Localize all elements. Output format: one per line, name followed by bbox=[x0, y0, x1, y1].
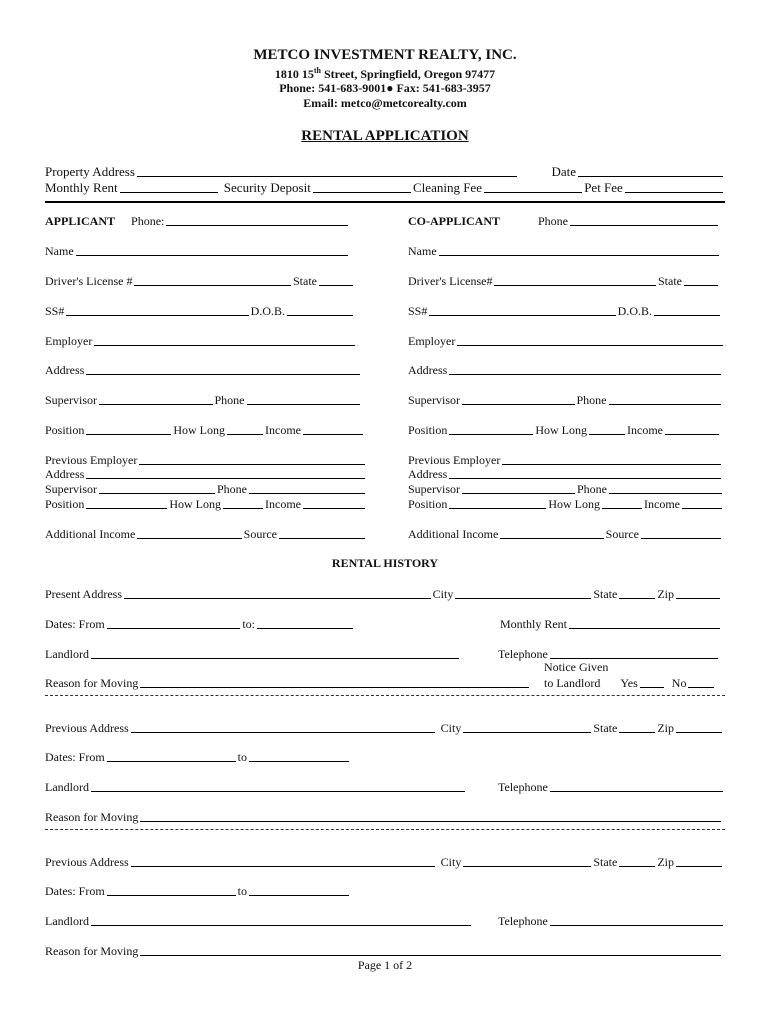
applicant-ss-row bbox=[45, 302, 355, 318]
prev-2-landlord-row bbox=[45, 912, 473, 928]
notice-no-field[interactable] bbox=[688, 676, 714, 688]
applicant-supervisor-phone-label: Phone bbox=[214, 393, 245, 407]
coapplicant-supervisor-label: Supervisor bbox=[408, 393, 460, 407]
address-street: Street, Springfield, Oregon 97477 bbox=[320, 67, 496, 81]
present-address-row bbox=[45, 585, 722, 601]
applicant-employer-field[interactable] bbox=[94, 334, 355, 346]
applicant-prev-position-label: Position bbox=[45, 497, 85, 511]
coapplicant-dob-label: D.O.B. bbox=[617, 304, 652, 318]
prev-1-state-field[interactable] bbox=[619, 721, 655, 733]
applicant-income-field[interactable] bbox=[303, 423, 363, 435]
coapplicant-howlong-field[interactable] bbox=[589, 423, 625, 435]
applicant-employer-label: Employer bbox=[45, 334, 93, 348]
coapplicant-employer-row bbox=[408, 332, 725, 348]
applicant-income-label: Income bbox=[265, 423, 301, 437]
coapplicant-state-field[interactable] bbox=[684, 274, 718, 286]
company-address bbox=[0, 66, 770, 82]
prev-1-zip-field[interactable] bbox=[676, 721, 722, 733]
prev-1-landlord-label: Landlord bbox=[45, 780, 89, 794]
applicant-license-row bbox=[45, 272, 355, 288]
coapplicant-position-label: Position bbox=[408, 423, 448, 437]
applicant-prev-phone-label: Phone bbox=[217, 482, 247, 496]
applicant-position-row bbox=[45, 421, 365, 437]
coapplicant-prev-phone-label: Phone bbox=[577, 482, 607, 496]
to-landlord-label: to Landlord bbox=[544, 676, 601, 690]
coapplicant-income-label: Income bbox=[627, 423, 663, 437]
coapplicant-address-label: Address bbox=[408, 363, 448, 377]
prev-2-dates-from-field[interactable] bbox=[107, 884, 236, 896]
applicant-prev-address-label: Address bbox=[45, 467, 85, 481]
applicant-phone-label: Phone: bbox=[131, 214, 165, 228]
section-divider-2 bbox=[45, 829, 725, 830]
coapplicant-dob-field[interactable] bbox=[654, 304, 720, 316]
prev-1-landlord-row bbox=[45, 778, 467, 794]
present-city-field[interactable] bbox=[455, 587, 591, 599]
coapplicant-supervisor-phone-field[interactable] bbox=[609, 393, 722, 405]
prev-2-city-field[interactable] bbox=[463, 855, 591, 867]
prev-address-2-field[interactable] bbox=[131, 855, 435, 867]
applicant-address-label: Address bbox=[45, 363, 85, 377]
prev-2-reason-field[interactable] bbox=[140, 944, 721, 956]
coapplicant-name-row bbox=[408, 242, 721, 258]
coapplicant-ss-field[interactable] bbox=[429, 304, 615, 316]
present-dates-from-label: Dates: From bbox=[45, 617, 105, 631]
prev-1-dates-from-label: Dates: From bbox=[45, 750, 105, 764]
applicant-source-label: Source bbox=[243, 527, 277, 541]
property-row-2 bbox=[45, 179, 725, 195]
security-deposit-field[interactable] bbox=[313, 181, 411, 193]
coapplicant-phone-field[interactable] bbox=[570, 214, 718, 226]
applicant-license-label: Driver's License # bbox=[45, 274, 133, 288]
prev-2-state-label: State bbox=[593, 855, 618, 869]
applicant-prev-supervisor-field[interactable] bbox=[99, 482, 215, 494]
applicant-dob-field[interactable] bbox=[287, 304, 353, 316]
coapplicant-prev-address-field[interactable] bbox=[449, 467, 721, 479]
coapplicant-supervisor-field[interactable] bbox=[462, 393, 575, 405]
page-number: Page 1 of 2 bbox=[357, 958, 413, 972]
prev-1-dates-from-field[interactable] bbox=[107, 750, 236, 762]
applicant-supervisor-label: Supervisor bbox=[45, 393, 97, 407]
prev-1-telephone-row bbox=[498, 778, 725, 794]
applicant-add-income-label: Additional Income bbox=[45, 527, 136, 541]
coapplicant-add-income-label: Additional Income bbox=[408, 527, 499, 541]
applicant-prev-address-row bbox=[45, 465, 367, 481]
cleaning-fee-field[interactable] bbox=[484, 181, 582, 193]
prev-2-dates-row bbox=[45, 882, 351, 898]
coapplicant-prev-employer-field[interactable] bbox=[502, 453, 721, 465]
applicant-prev-howlong-field[interactable] bbox=[223, 497, 263, 509]
coapplicant-state-label: State bbox=[658, 274, 682, 288]
form-title: RENTAL APPLICATION bbox=[301, 128, 469, 144]
applicant-name-label: Name bbox=[45, 244, 74, 258]
prev-address-1-label: Previous Address bbox=[45, 721, 129, 735]
coapplicant-name-field[interactable] bbox=[439, 244, 719, 256]
applicant-prev-employer-field[interactable] bbox=[139, 453, 365, 465]
prev-2-dates-to-label: to bbox=[237, 884, 247, 898]
coapplicant-license-field[interactable] bbox=[494, 274, 656, 286]
notice-yes-field[interactable] bbox=[640, 676, 664, 688]
coapplicant-prev-supervisor-label: Supervisor bbox=[408, 482, 460, 496]
coapplicant-supervisor-phone-label: Phone bbox=[576, 393, 607, 407]
coapplicant-license-label: Driver's License# bbox=[408, 274, 493, 288]
present-zip-field[interactable] bbox=[676, 587, 720, 599]
prev-1-city-field[interactable] bbox=[463, 721, 591, 733]
applicant-prev-supervisor-row bbox=[45, 480, 367, 496]
address-number: 1810 15 bbox=[274, 67, 314, 81]
prev-2-telephone-field[interactable] bbox=[550, 914, 723, 926]
prev-1-reason-label: Reason for Moving bbox=[45, 810, 139, 824]
coapplicant-phone-label: Phone bbox=[538, 214, 568, 228]
company-phone: Phone: 541-683-9001● Fax: 541-683-3957 bbox=[279, 81, 491, 95]
prev-1-landlord-field[interactable] bbox=[91, 780, 465, 792]
applicant-source-field[interactable] bbox=[279, 527, 365, 539]
coapplicant-position-row bbox=[408, 421, 721, 437]
applicant-position-label: Position bbox=[45, 423, 85, 437]
applicant-name-field[interactable] bbox=[76, 244, 348, 256]
applicant-address-field[interactable] bbox=[86, 363, 360, 375]
applicant-license-field[interactable] bbox=[134, 274, 291, 286]
date-label: Date bbox=[551, 164, 576, 179]
applicant-state-field[interactable] bbox=[319, 274, 353, 286]
prev-2-zip-label: Zip bbox=[657, 855, 674, 869]
coapplicant-income-field[interactable] bbox=[665, 423, 719, 435]
coapplicant-position-field[interactable] bbox=[449, 423, 533, 435]
prev-1-state-label: State bbox=[593, 721, 618, 735]
cleaning-fee-label: Cleaning Fee bbox=[413, 180, 482, 195]
coapplicant-supervisor-row bbox=[408, 391, 723, 407]
coapplicant-name-label: Name bbox=[408, 244, 437, 258]
coapplicant-add-income-row bbox=[408, 525, 723, 541]
applicant-name-row bbox=[45, 242, 350, 258]
applicant-prev-howlong-label: How Long bbox=[169, 497, 222, 511]
coapplicant-ss-label: SS# bbox=[408, 304, 428, 318]
present-landlord-field[interactable] bbox=[91, 647, 459, 659]
prev-2-landlord-field[interactable] bbox=[91, 914, 471, 926]
coapplicant-source-field[interactable] bbox=[641, 527, 721, 539]
present-zip-label: Zip bbox=[657, 587, 674, 601]
applicant-dob-label: D.O.B. bbox=[250, 304, 285, 318]
notice-no-label: No bbox=[671, 676, 687, 690]
applicant-prev-supervisor-label: Supervisor bbox=[45, 482, 97, 496]
coapplicant-prev-position-row bbox=[408, 495, 724, 511]
coapplicant-prev-income-label: Income bbox=[644, 497, 680, 511]
present-reason-field[interactable] bbox=[140, 676, 529, 688]
prev-2-dates-from-label: Dates: From bbox=[45, 884, 105, 898]
prev-2-reason-row bbox=[45, 942, 723, 958]
prev-2-landlord-label: Landlord bbox=[45, 914, 89, 928]
prev-address-2-label: Previous Address bbox=[45, 855, 129, 869]
section-divider bbox=[45, 695, 725, 696]
coapplicant-address-field[interactable] bbox=[449, 363, 721, 375]
coapplicant-source-label: Source bbox=[605, 527, 639, 541]
present-state-label: State bbox=[593, 587, 618, 601]
applicant-supervisor-phone-field[interactable] bbox=[247, 393, 361, 405]
coapplicant-employer-label: Employer bbox=[408, 334, 456, 348]
monthly-rent-field[interactable] bbox=[120, 181, 218, 193]
coapplicant-employer-field[interactable] bbox=[457, 334, 723, 346]
present-dates-to-field[interactable] bbox=[257, 617, 353, 629]
notice-yes-label: Yes bbox=[620, 676, 638, 690]
pet-fee-label: Pet Fee bbox=[584, 180, 623, 195]
property-address-label: Property Address bbox=[45, 164, 135, 179]
applicant-prev-income-field[interactable] bbox=[303, 497, 365, 509]
applicant-prev-income-label: Income bbox=[265, 497, 301, 511]
coapplicant-add-income-field[interactable] bbox=[500, 527, 603, 539]
property-row-1 bbox=[45, 163, 725, 179]
section-rule bbox=[45, 201, 725, 203]
present-state-field[interactable] bbox=[619, 587, 655, 599]
applicant-supervisor-row bbox=[45, 391, 362, 407]
present-telephone-field[interactable] bbox=[550, 647, 718, 659]
pet-fee-field[interactable] bbox=[625, 181, 723, 193]
applicant-address-row bbox=[45, 361, 362, 377]
coapplicant-prev-howlong-label: How Long bbox=[548, 497, 601, 511]
coapplicant-prev-address-row bbox=[408, 465, 723, 481]
prev-1-zip-label: Zip bbox=[657, 721, 674, 735]
security-deposit-label: Security Deposit bbox=[223, 180, 311, 195]
applicant-add-income-row bbox=[45, 525, 367, 541]
prev-address-1-row bbox=[45, 719, 724, 735]
applicant-howlong-field[interactable] bbox=[227, 423, 263, 435]
present-city-label: City bbox=[432, 587, 454, 601]
coapplicant-ss-row bbox=[408, 302, 722, 318]
company-email: Email: metco@metcorealty.com bbox=[303, 96, 467, 110]
prev-2-city-label: City bbox=[440, 855, 462, 869]
coapplicant-prev-supervisor-row bbox=[408, 480, 724, 496]
prev-1-dates-row bbox=[45, 748, 351, 764]
notice-row bbox=[544, 674, 724, 690]
prev-2-telephone-label: Telephone bbox=[498, 914, 548, 928]
prev-1-city-label: City bbox=[440, 721, 462, 735]
coapplicant-header-row bbox=[408, 212, 720, 228]
applicant-supervisor-field[interactable] bbox=[99, 393, 213, 405]
prev-1-reason-field[interactable] bbox=[140, 810, 721, 822]
applicant-howlong-label: How Long bbox=[173, 423, 226, 437]
coapplicant-prev-income-field[interactable] bbox=[682, 497, 722, 509]
present-monthly-rent-field[interactable] bbox=[569, 617, 720, 629]
prev-1-reason-row bbox=[45, 808, 723, 824]
present-reason-label: Reason for Moving bbox=[45, 676, 139, 690]
prev-2-dates-to-field[interactable] bbox=[249, 884, 349, 896]
prev-2-reason-label: Reason for Moving bbox=[45, 944, 139, 958]
prev-2-state-field[interactable] bbox=[619, 855, 655, 867]
present-dates-to-label: to: bbox=[242, 617, 255, 631]
prev-address-2-row bbox=[45, 853, 724, 869]
present-address-label: Present Address bbox=[45, 587, 122, 601]
present-dates-from-field[interactable] bbox=[107, 617, 241, 629]
prev-address-1-field[interactable] bbox=[131, 721, 435, 733]
coapplicant-prev-supervisor-field[interactable] bbox=[462, 482, 575, 494]
applicant-ss-field[interactable] bbox=[66, 304, 248, 316]
applicant-prev-employer-label: Previous Employer bbox=[45, 453, 138, 467]
prev-1-telephone-field[interactable] bbox=[550, 780, 723, 792]
coapplicant-prev-position-label: Position bbox=[408, 497, 448, 511]
coapplicant-prev-howlong-field[interactable] bbox=[602, 497, 642, 509]
applicant-prev-position-field[interactable] bbox=[86, 497, 167, 509]
applicant-employer-row bbox=[45, 332, 357, 348]
notice-given-label: Notice Given bbox=[544, 660, 609, 674]
prev-1-dates-to-field[interactable] bbox=[249, 750, 349, 762]
applicant-position-field[interactable] bbox=[86, 423, 171, 435]
prev-2-zip-field[interactable] bbox=[676, 855, 722, 867]
present-dates-row bbox=[45, 615, 355, 631]
property-address-field[interactable] bbox=[137, 165, 518, 177]
present-telephone-row bbox=[498, 645, 720, 661]
applicant-prev-position-row bbox=[45, 495, 367, 511]
date-field[interactable] bbox=[578, 165, 723, 177]
present-monthly-rent-label: Monthly Rent bbox=[500, 617, 568, 631]
applicant-ss-label: SS# bbox=[45, 304, 65, 318]
address-suffix: th bbox=[313, 66, 321, 75]
present-landlord-label: Landlord bbox=[45, 647, 89, 661]
prev-2-telephone-row bbox=[498, 912, 725, 928]
rental-history-heading: RENTAL HISTORY bbox=[331, 556, 439, 570]
coapplicant-license-row bbox=[408, 272, 720, 288]
applicant-state-label: State bbox=[293, 274, 317, 288]
applicant-phone-field[interactable] bbox=[166, 214, 348, 226]
applicant-prev-phone-field[interactable] bbox=[249, 482, 365, 494]
coapplicant-heading: CO-APPLICANT bbox=[408, 214, 500, 228]
present-landlord-row bbox=[45, 645, 461, 661]
applicant-add-income-field[interactable] bbox=[137, 527, 241, 539]
coapplicant-prev-phone-field[interactable] bbox=[609, 482, 722, 494]
company-name: METCO INVESTMENT REALTY, INC. bbox=[253, 47, 517, 63]
coapplicant-prev-position-field[interactable] bbox=[449, 497, 546, 509]
prev-1-telephone-label: Telephone bbox=[498, 780, 548, 794]
coapplicant-howlong-label: How Long bbox=[535, 423, 588, 437]
present-rent-row bbox=[500, 615, 722, 631]
applicant-prev-address-field[interactable] bbox=[86, 467, 365, 479]
prev-1-dates-to-label: to bbox=[237, 750, 247, 764]
monthly-rent-label: Monthly Rent bbox=[45, 180, 118, 195]
coapplicant-prev-employer-label: Previous Employer bbox=[408, 453, 501, 467]
applicant-heading: APPLICANT bbox=[45, 214, 116, 228]
present-telephone-label: Telephone bbox=[498, 647, 548, 661]
coapplicant-prev-address-label: Address bbox=[408, 467, 448, 481]
present-reason-row bbox=[45, 674, 531, 690]
coapplicant-address-row bbox=[408, 361, 723, 377]
applicant-header-row bbox=[45, 212, 350, 228]
present-address-field[interactable] bbox=[124, 587, 431, 599]
